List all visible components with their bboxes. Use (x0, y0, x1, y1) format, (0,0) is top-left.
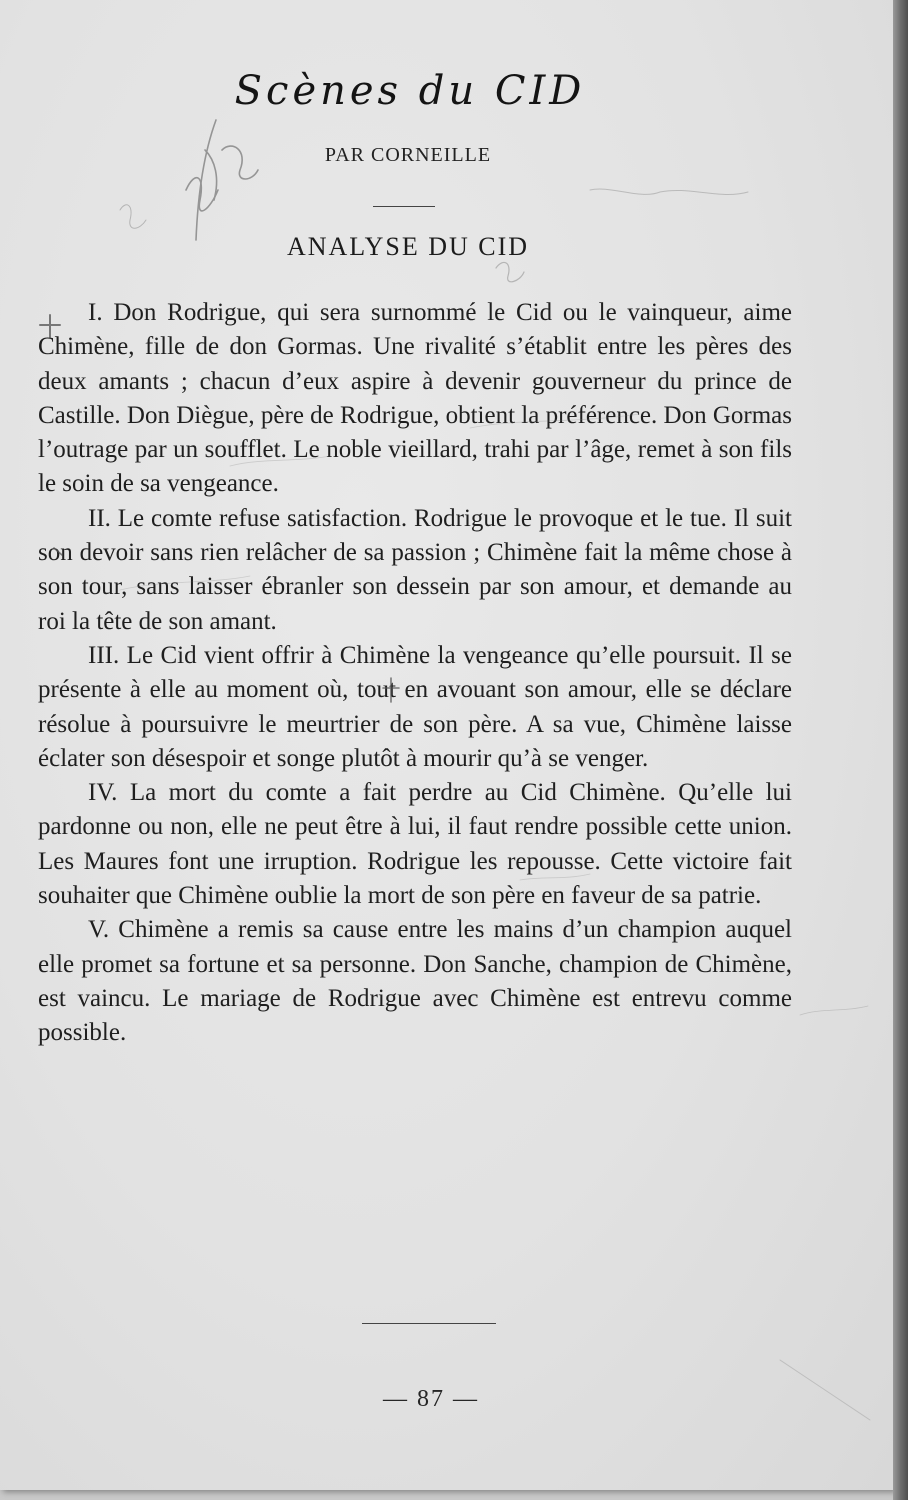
paragraph-3: III. Le Cid vient offrir à Chimène la vengeance qu’elle poursuit. Il se présente à elle au moment où, tout en avouant son amour, elle se déclare résolue à poursuivre le meurtrier de son père. A sa vue, Chimène laisse éclater son désespoir et songe plutôt à mourir qu’à se venger. (38, 641, 792, 772)
pencil-stroke (196, 120, 216, 240)
author-line: PAR CORNEILLE (324, 144, 492, 166)
top-divider (373, 206, 435, 207)
bottom-divider (362, 1323, 496, 1324)
analysis-text (38, 296, 792, 1051)
section-heading: ANALYSE DU CID (286, 232, 530, 261)
paragraph-2: II. Le comte refuse satisfaction. Rodrigue le provoque et le tue. Il suit son devoir sans rien relâcher de sa passion ; Chimène fait la même chose à son tour, sans laisser ébranler son dessein par son amour, et demande au roi la tête de son amant. (38, 504, 792, 635)
book-edge (893, 0, 908, 1500)
pencil-stroke (186, 178, 218, 211)
pencil-stroke (590, 189, 748, 195)
page-number: — 87 — (383, 1386, 479, 1412)
pencil-stroke (120, 205, 146, 228)
paragraph-4: IV. La mort du comte a fait perdre au Cid Chimène. Qu’elle lui pardonne ou non, elle ne peut être à lui, il faut rendre possible cette union. Les Maures font une irruption. Rodrigue les repousse. Cette victoire fait souhaiter que Chimène oublie la mort de son père en faveur de sa patrie. (38, 779, 792, 910)
pencil-stroke (496, 262, 524, 281)
page-title: Scènes du CID (234, 68, 586, 114)
paragraph-1: I. Don Rodrigue, qui sera surnommé le Cid ou le vainqueur, aime Chimène, fille de don Gormas. Une rivalité s’établit entre les pères des deux amants ; chacun d’eux aspire à devenir gouverneur du prince de Castille. Don Diègue, père de Rodrigue, obtient la préférence. Don Gormas l’outrage par un soufflet. Le noble vieillard, trahi par l’âge, remet à son fils le soin de sa vengeance. (38, 299, 792, 498)
pencil-stroke (800, 1006, 868, 1015)
paragraph-5: V. Chimène a remis sa cause entre les mains d’un champion auquel elle promet sa fortune et sa personne. Don Sanche, champion de Chimène, est vaincu. Le mariage de Rodrigue avec Chimène est entrevu comme possible. (38, 916, 792, 1047)
